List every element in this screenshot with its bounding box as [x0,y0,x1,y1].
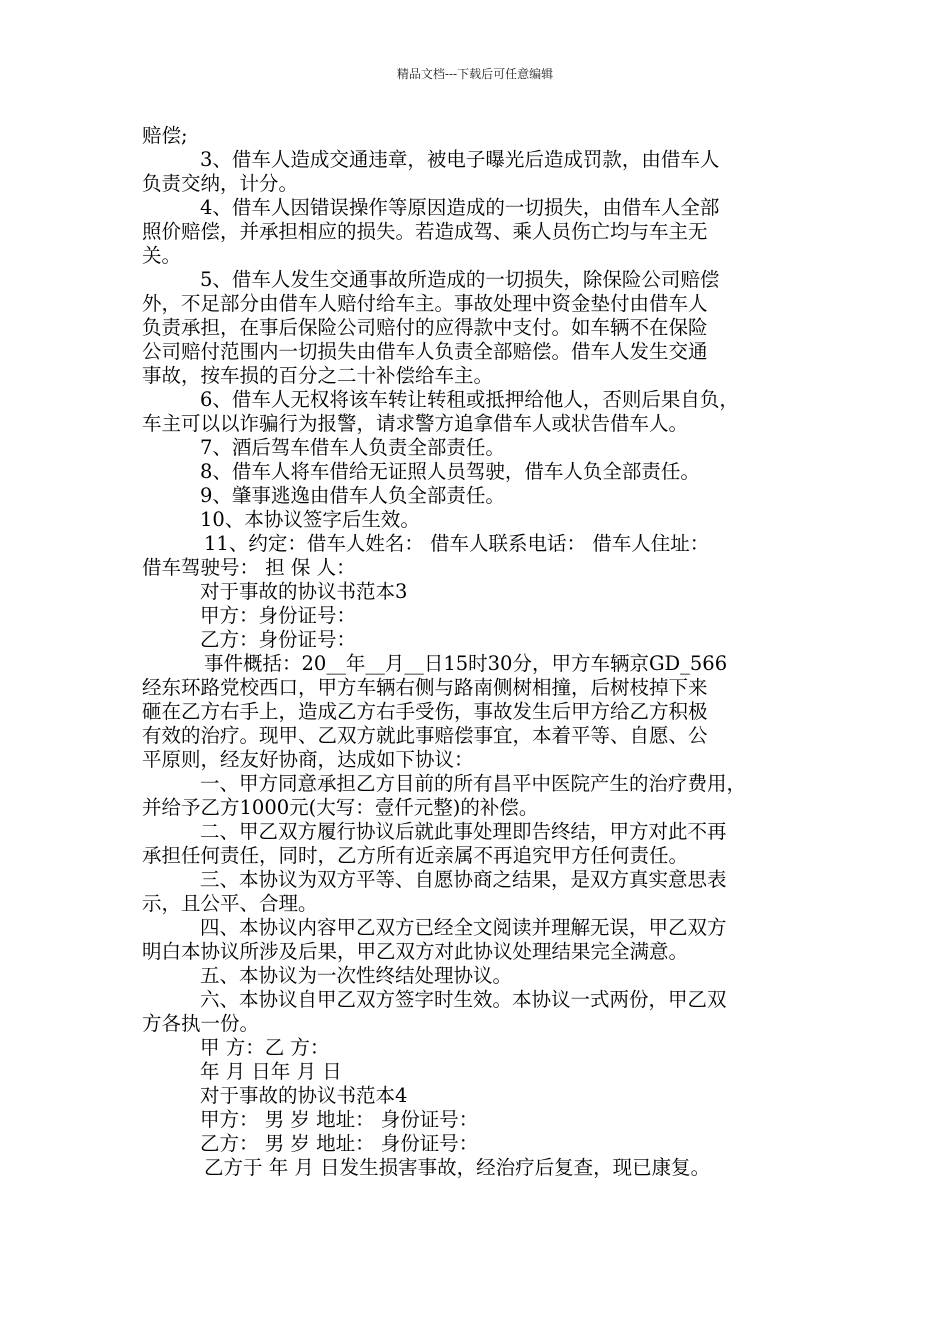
text-line: 乙方： 男 岁 地址： 身份证号： [200,1132,479,1155]
text-line: 甲方： 男 岁 地址： 身份证号： [200,1108,479,1131]
text-line: 借车驾驶号： 担 保 人： [142,556,356,579]
text-line: 外，不足部分由借车人赔付给车主。事故处理中资金垫付由借车人 [142,292,708,315]
text-line: 一、甲方同意承担乙方目前的所有昌平中医院产生的治疗费用， [200,772,747,795]
text-line: 承担任何责任，同时，乙方所有近亲属不再追究甲方任何责任。 [142,844,689,867]
text-line: 6、借车人无权将该车转让转租或抵押给他人，否则后果自负， [200,388,739,411]
text-line: 5、借车人发生交通事故所造成的一切损失，除保险公司赔偿 [200,268,720,291]
text-line: 并给予乙方1000元(大写：壹仟元整)的补偿。 [142,796,539,819]
text-line: 公司赔付范围内一切损失由借车人负责全部赔偿。借车人发生交通 [142,340,708,363]
text-line: 砸在乙方右手上，造成乙方右手受伤，事故发生后甲方给乙方积极 [142,700,708,723]
text-line: 六、本协议自甲乙双方签字时生效。本协议一式两份，甲乙双 [200,988,727,1011]
text-line: 示，且公平、合理。 [142,892,318,915]
text-line: 经东环路党校西口，甲方车辆右侧与路南侧树相撞，后树枝掉下来 [142,676,708,699]
text-line: 负责承担，在事后保险公司赔付的应得款中支付。如车辆不在保险 [142,316,708,339]
text-line: 11、约定：借车人姓名： 借车人联系电话： 借车人住址： [204,532,710,555]
text-line: 关。 [142,244,182,267]
text-line: 乙方：身份证号： [200,628,357,651]
text-line: 负责交纳，计分。 [142,172,299,195]
text-line: 四、本协议内容甲乙双方已经全文阅读并理解无误，甲乙双方 [200,916,727,939]
text-line: 4、借车人因错误操作等原因造成的一切损失，由借车人全部 [200,196,720,219]
text-line: 甲方：身份证号： [200,604,357,627]
text-line: 3、借车人造成交通违章，被电子曝光后造成罚款，由借车人 [200,148,720,171]
document-body [142,124,812,1180]
text-line: 10、本协议签字后生效。 [200,508,420,531]
text-line: 三、本协议为双方平等、自愿协商之结果，是双方真实意思表 [200,868,727,891]
text-line: 8、借车人将车借给无证照人员驾驶，借车人负全部责任。 [200,460,700,483]
page-header: 精品文档---下载后可任意编辑 [396,67,554,81]
section-title: 对于事故的协议书范本4 [200,1084,408,1107]
text-line: 赔偿; [142,124,188,147]
date-line: 年 月 日年 月 日 [200,1060,342,1083]
text-line: 7、酒后驾车借车人负责全部责任。 [200,436,505,459]
text-line: 有效的治疗。现甲、乙双方就此事赔偿事宜，本着平等、自愿、公 [142,724,708,747]
text-line: 二、甲乙双方履行协议后就此事处理即告终结，甲方对此不再 [200,820,727,843]
text-line: 平原则，经友好协商，达成如下协议： [142,748,474,771]
text-line: 明白本协议所涉及后果，甲乙双方对此协议处理结果完全满意。 [142,940,689,963]
text-line: 方各执一份。 [142,1012,260,1035]
text-line: 五、本协议为一次性终结处理协议。 [200,964,513,987]
text-line: 乙方于 年 月 日发生损害事故，经治疗后复查，现已康复。 [204,1156,711,1179]
text-line: 9、肇事逃逸由借车人负全部责任。 [200,484,505,507]
text-line: 车主可以以诈骗行为报警，请求警方追拿借车人或状告借车人。 [142,412,689,435]
text-line: 事件概括：20__年__月__日15时30分，甲方车辆京GD_566 [204,652,728,675]
text-line: 照价赔偿，并承担相应的损失。若造成驾、乘人员伤亡均与车主无 [142,220,708,243]
section-title: 对于事故的协议书范本3 [200,580,408,603]
text-line: 事故，按车损的百分之二十补偿给车主。 [142,364,494,387]
signature-line: 甲 方：乙 方： [200,1036,330,1059]
